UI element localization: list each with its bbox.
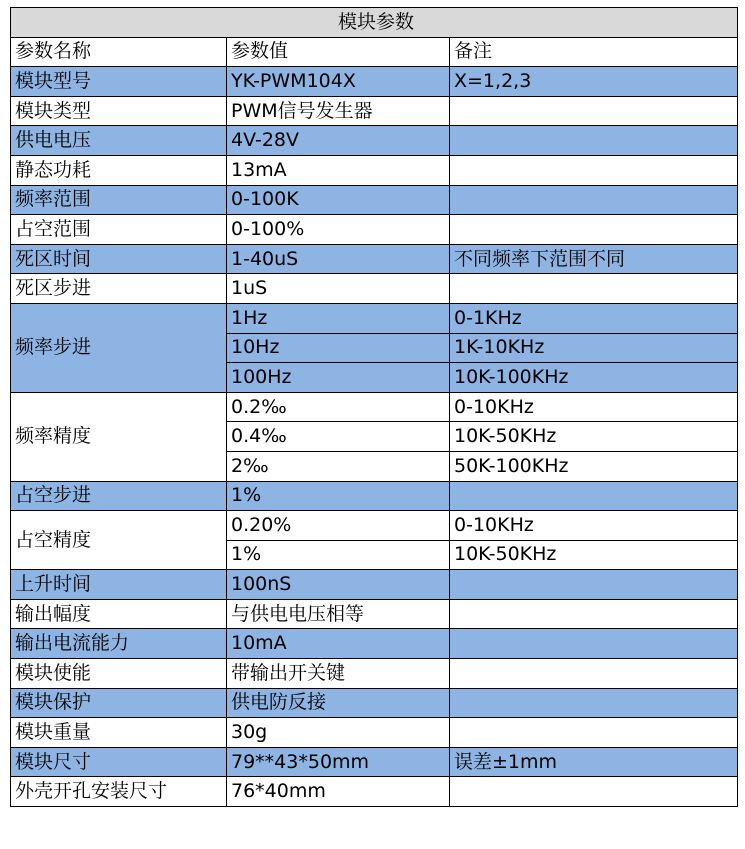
- param-value: 1%: [227, 481, 450, 511]
- param-name: 模块重量: [11, 718, 227, 748]
- param-value: 100nS: [227, 570, 450, 600]
- param-note: [450, 570, 738, 600]
- header-row: [11, 37, 738, 67]
- param-note: [450, 718, 738, 748]
- param-name: 占空范围: [11, 215, 227, 245]
- param-value: 0-100%: [227, 215, 450, 245]
- param-value: 1-40uS: [227, 244, 450, 274]
- param-name: 上升时间: [11, 570, 227, 600]
- param-value: 供电防反接: [227, 688, 450, 718]
- param-value: 1Hz: [227, 303, 450, 333]
- table-row: [11, 718, 738, 748]
- table-row: [11, 659, 738, 689]
- param-value: 10mA: [227, 629, 450, 659]
- table-title: 模块参数: [11, 8, 738, 38]
- param-value: 76*40mm: [227, 777, 450, 807]
- header-note: 备注: [450, 37, 738, 67]
- table-row: [11, 481, 738, 511]
- param-value: 0-100K: [227, 185, 450, 215]
- table-row: [11, 185, 738, 215]
- param-name: 频率精度: [11, 392, 227, 481]
- param-value: PWM信号发生器: [227, 96, 450, 126]
- table-row: [11, 215, 738, 245]
- table-row: [11, 155, 738, 185]
- param-note: 0-1KHz: [450, 303, 738, 333]
- param-note: [450, 481, 738, 511]
- param-value: YK-PWM104X: [227, 67, 450, 97]
- param-note: 10K-100KHz: [450, 363, 738, 393]
- table-row: [11, 67, 738, 97]
- param-value: 2‰: [227, 451, 450, 481]
- param-value: 1%: [227, 540, 450, 570]
- param-name: 占空精度: [11, 511, 227, 570]
- param-value: 0.4‰: [227, 422, 450, 452]
- param-note: 10K-50KHz: [450, 422, 738, 452]
- param-note: [450, 777, 738, 807]
- param-value: 1uS: [227, 274, 450, 304]
- param-value: 100Hz: [227, 363, 450, 393]
- param-note: 误差±1mm: [450, 747, 738, 777]
- param-note: [450, 215, 738, 245]
- header-value: 参数值: [227, 37, 450, 67]
- param-note: 不同频率下范围不同: [450, 244, 738, 274]
- param-note: 0-10KHz: [450, 511, 738, 541]
- table-row: [11, 244, 738, 274]
- param-name: 模块尺寸: [11, 747, 227, 777]
- param-note: [450, 126, 738, 156]
- param-value: 30g: [227, 718, 450, 748]
- param-name: 模块保护: [11, 688, 227, 718]
- table-row: [11, 629, 738, 659]
- table-row: [11, 274, 738, 304]
- param-name: 模块使能: [11, 659, 227, 689]
- param-name: 频率步进: [11, 303, 227, 392]
- param-value: 4V-28V: [227, 126, 450, 156]
- table-row: [11, 570, 738, 600]
- param-name: 输出电流能力: [11, 629, 227, 659]
- param-note: [450, 688, 738, 718]
- table-row: [11, 747, 738, 777]
- param-name: 静态功耗: [11, 155, 227, 185]
- param-value: 10Hz: [227, 333, 450, 363]
- param-name: 模块类型: [11, 96, 227, 126]
- title-row: [11, 8, 738, 38]
- param-note: [450, 96, 738, 126]
- param-name: 模块型号: [11, 67, 227, 97]
- param-name: 死区时间: [11, 244, 227, 274]
- table-row: [11, 777, 738, 807]
- param-value: 带输出开关键: [227, 659, 450, 689]
- header-name: 参数名称: [11, 37, 227, 67]
- param-name: 输出幅度: [11, 599, 227, 629]
- table-row: [11, 599, 738, 629]
- param-name: 外壳开孔安装尺寸: [11, 777, 227, 807]
- param-note: 1K-10KHz: [450, 333, 738, 363]
- param-note: X=1,2,3: [450, 67, 738, 97]
- param-note: [450, 629, 738, 659]
- param-value: 0.2‰: [227, 392, 450, 422]
- param-value: 79**43*50mm: [227, 747, 450, 777]
- param-name: 供电电压: [11, 126, 227, 156]
- param-note: 10K-50KHz: [450, 540, 738, 570]
- table-row: [11, 303, 738, 333]
- param-note: [450, 155, 738, 185]
- param-note: 0-10KHz: [450, 392, 738, 422]
- table-row: [11, 392, 738, 422]
- param-note: [450, 185, 738, 215]
- param-note: [450, 659, 738, 689]
- param-value: 与供电电压相等: [227, 599, 450, 629]
- param-name: 死区步进: [11, 274, 227, 304]
- param-name: 占空步进: [11, 481, 227, 511]
- table-row: [11, 511, 738, 541]
- param-value: 0.20%: [227, 511, 450, 541]
- param-name: 频率范围: [11, 185, 227, 215]
- table-row: [11, 126, 738, 156]
- table-row: [11, 96, 738, 126]
- param-note: 50K-100KHz: [450, 451, 738, 481]
- param-note: [450, 599, 738, 629]
- param-value: 13mA: [227, 155, 450, 185]
- param-note: [450, 274, 738, 304]
- table-row: [11, 688, 738, 718]
- module-parameters-table: [10, 7, 738, 807]
